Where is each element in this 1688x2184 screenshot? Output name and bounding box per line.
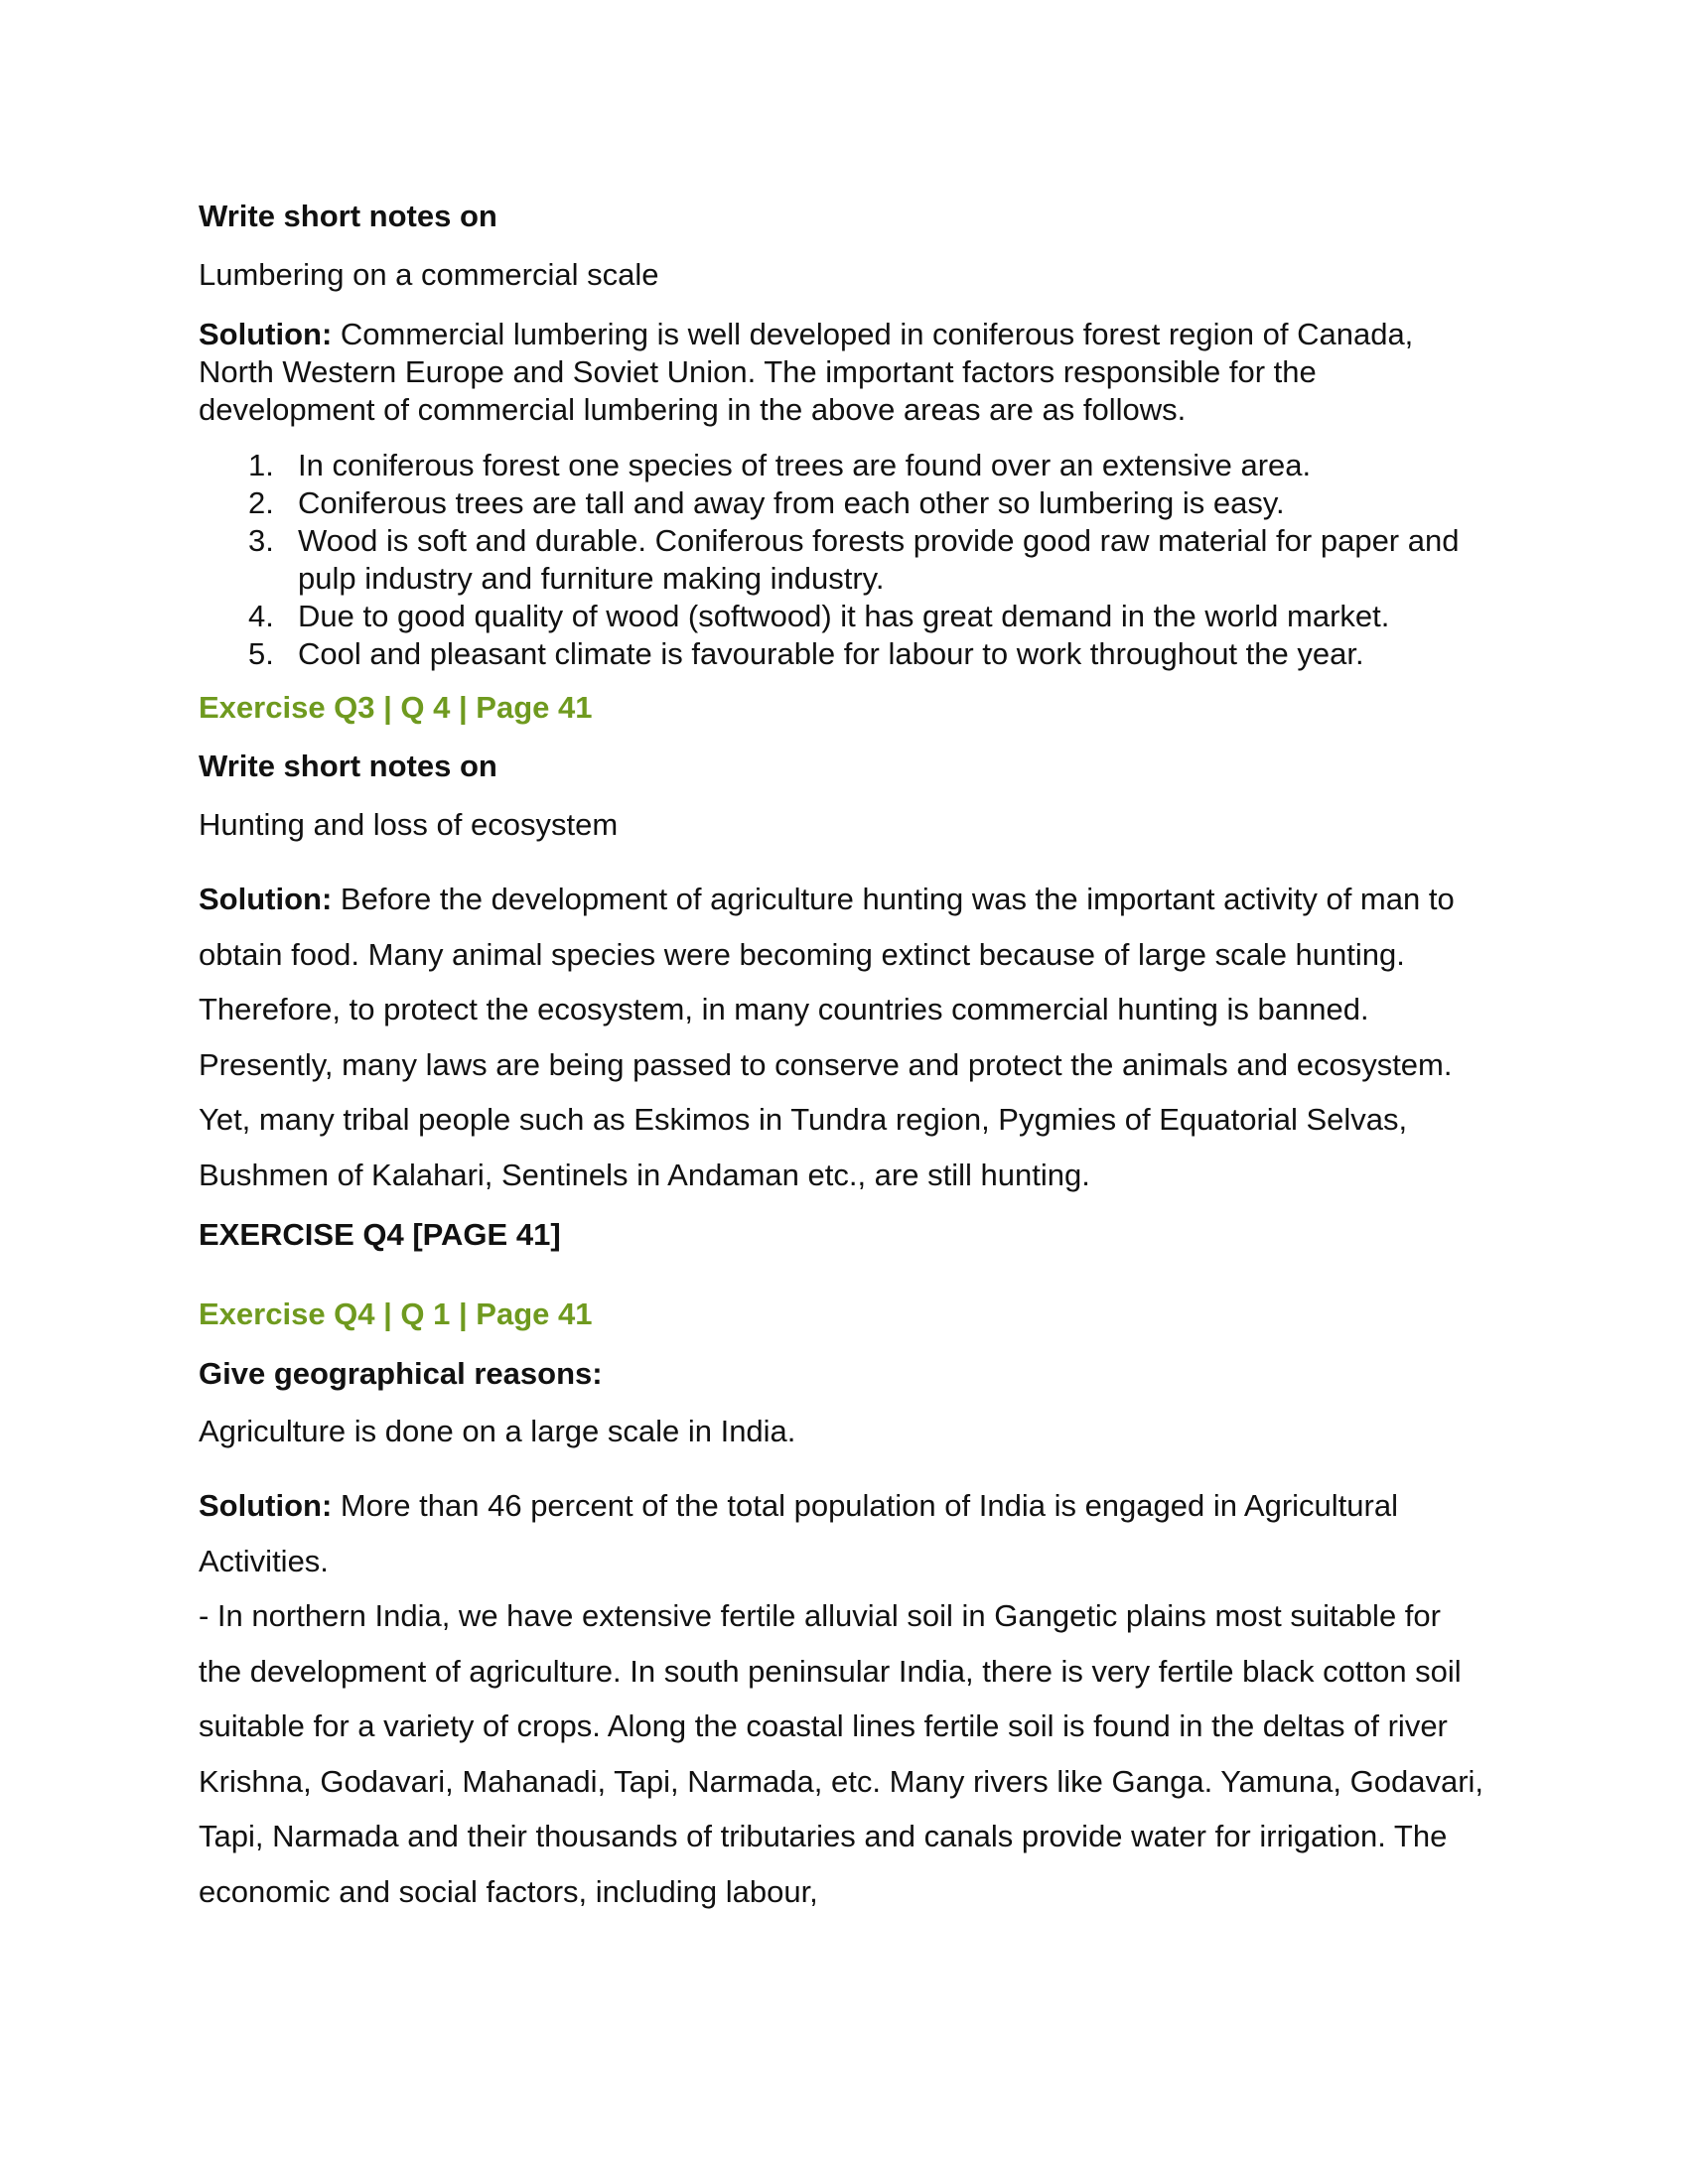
solution-label: Solution:	[199, 882, 333, 916]
list-item-number: 4.	[248, 599, 274, 633]
solution-text: Commercial lumbering is well developed in coniferous forest region of Canada, North Western Europe and Soviet Union. The important factors responsible for the development of commercial lumbering in the above areas are as follows.	[199, 317, 1414, 427]
solution-paragraph	[199, 872, 1489, 1202]
list-item	[199, 635, 1489, 673]
question-topic: Lumbering on a commercial scale	[199, 257, 659, 292]
list-item-number: 1.	[248, 448, 274, 482]
list-item-number: 5.	[248, 636, 274, 671]
list-item	[199, 522, 1489, 598]
list-item-text: In coniferous forest one species of trees are found over an extensive area.	[298, 448, 1312, 482]
exercise-title: EXERCISE Q4 [PAGE 41]	[199, 1217, 561, 1252]
question-topic: Hunting and loss of ecosystem	[199, 807, 619, 842]
solution-paragraph	[199, 1478, 1489, 1588]
list-item-text: Cool and pleasant climate is favourable for labour to work throughout the year.	[298, 636, 1364, 671]
solution-text: More than 46 percent of the total population of India is engaged in Agricultural Activities.	[199, 1488, 1398, 1578]
list-item	[199, 447, 1489, 484]
solution-label: Solution:	[199, 1488, 333, 1523]
question-heading: Write short notes on	[199, 199, 497, 233]
solution-paragraph	[199, 316, 1489, 429]
factors-list	[199, 447, 1489, 673]
exercise-reference: Exercise Q3 | Q 4 | Page 41	[199, 690, 593, 725]
list-item	[199, 484, 1489, 522]
list-item	[199, 598, 1489, 635]
list-item-number: 2.	[248, 485, 274, 520]
solution-label: Solution:	[199, 317, 333, 351]
list-item-number: 3.	[248, 523, 274, 558]
list-item-text: Wood is soft and durable. Coniferous forests provide good raw material for paper and pulp industry and furniture making industry.	[298, 523, 1460, 596]
question-topic: Agriculture is done on a large scale in India.	[199, 1414, 796, 1448]
solution-continued: - In northern India, we have extensive fertile alluvial soil in Gangetic plains most suitable for the development of agriculture. In south peninsular India, there is very fertile black cotton soil suitable for a variety of crops. Along the coastal lines fertile soil is found in the deltas of river Krishna, Godavari, Mahanadi, Tapi, Narmada, etc. Many rivers like Ganga. Yamuna, Godavari, Tapi, Narmada and their thousands of tributaries and canals provide water for irrigation. The economic and social factors, including labour,	[199, 1598, 1484, 1909]
question-heading: Give geographical reasons:	[199, 1356, 603, 1391]
list-item-text: Coniferous trees are tall and away from each other so lumbering is easy.	[298, 485, 1285, 520]
question-heading: Write short notes on	[199, 749, 497, 783]
list-item-text: Due to good quality of wood (softwood) it has great demand in the world market.	[298, 599, 1390, 633]
exercise-reference: Exercise Q4 | Q 1 | Page 41	[199, 1297, 593, 1331]
solution-text: Before the development of agriculture hunting was the important activity of man to obtain food. Many animal species were becoming extinct because of large scale hunting. Therefore, to protect the ecosystem, in many countries commercial hunting is banned. Presently, many laws are being passed to conserve and protect the animals and ecosystem. Yet, many tribal people such as Eskimos in Tundra region, Pygmies of Equatorial Selvas, Bushmen of Kalahari, Sentinels in Andaman etc., are still hunting.	[199, 882, 1455, 1192]
